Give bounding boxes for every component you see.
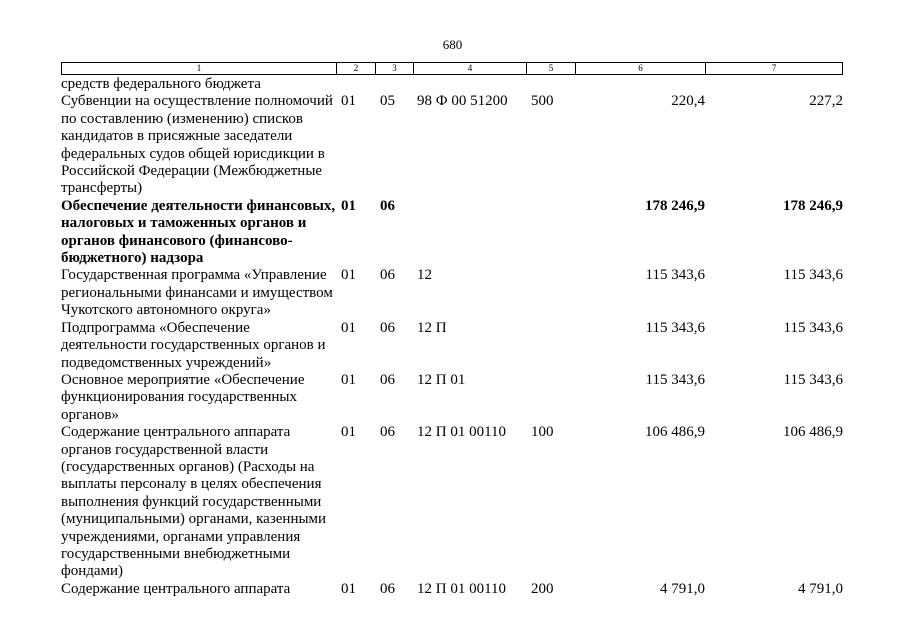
row-name: Подпрограмма «Обеспечение деятельности государственных органов и подведомственных учреждений» — [61, 319, 326, 371]
row-name: Содержание центрального аппарата органов государственной власти (государственных органов) (Расходы на выплаты персоналу в целях обеспечения выполнения функций государственными (муниципальными) органами, казенными учреждениями, органами управления государственными внебюджетными фондами) — [61, 424, 327, 580]
row-section: 01 — [341, 580, 356, 597]
row-expense-type: 100 — [531, 424, 554, 441]
row-subsection: 06 — [380, 197, 395, 214]
row-name: Основное мероприятие «Обеспечение функционирования государственных органов» — [61, 371, 305, 423]
row-section: 01 — [341, 319, 356, 336]
row-amount-1: 220,4 — [671, 93, 705, 110]
row-subsection: 06 — [380, 267, 395, 284]
page-number: 680 — [442, 37, 463, 52]
row-target-article: 12 П 01 00110 — [417, 424, 507, 441]
row-section: 01 — [341, 197, 356, 214]
row-section: 01 — [341, 267, 356, 284]
row-subsection: 06 — [380, 424, 395, 441]
header-col-2: 2 — [337, 63, 376, 74]
row-amount-2: 115 343,6 — [783, 267, 843, 284]
header-col-7: 7 — [771, 63, 777, 73]
header-col-5: 5 — [527, 63, 576, 74]
row-name: Субвенции на осуществление полномочий по составлению (изменению) списков кандидатов в присяжные заседатели федеральных судов общей юрисдикции в Российской Федерации (Межбюджетные трансферты) — [61, 93, 333, 197]
row-amount-2: 178 246,9 — [783, 197, 843, 214]
row-amount-1: 106 486,9 — [645, 424, 705, 441]
table-header — [61, 62, 843, 75]
row-section: 01 — [341, 371, 356, 388]
row-section: 01 — [341, 93, 356, 110]
header-col-1: 1 — [62, 63, 337, 74]
table-row — [61, 320, 843, 372]
row-amount-1: 178 246,9 — [645, 197, 705, 214]
header-col-3: 3 — [376, 63, 414, 74]
row-amount-1: 115 343,6 — [645, 371, 705, 388]
row-amount-2: 227,2 — [809, 93, 843, 110]
row-subsection: 06 — [380, 580, 395, 597]
table-row — [61, 93, 843, 197]
row-amount-2: 4 791,0 — [798, 580, 843, 597]
row-name: Содержание центрального аппарата — [61, 580, 291, 597]
table-body — [61, 76, 843, 598]
row-target-article: 12 П 01 — [417, 371, 466, 388]
row-name: Обеспечение деятельности финансовых, налоговых и таможенных органов и органов финансового (финансово-бюджетного) надзора — [61, 197, 336, 267]
row-name: средств федерального бюджета — [61, 76, 261, 92]
row-target-article: 12 — [417, 267, 432, 284]
table-row — [61, 372, 843, 424]
row-amount-2: 115 343,6 — [783, 319, 843, 336]
row-amount-1: 115 343,6 — [645, 267, 705, 284]
row-name: Государственная программа «Управление региональными финансами и имуществом Чукотского автономного округа» — [61, 267, 333, 319]
row-subsection: 05 — [380, 93, 395, 110]
header-col-6: 6 — [576, 63, 706, 74]
row-target-article: 12 П 01 00110 — [417, 580, 507, 597]
row-expense-type: 200 — [531, 580, 554, 597]
row-section: 01 — [341, 424, 356, 441]
table-row — [61, 198, 843, 268]
row-expense-type: 500 — [531, 93, 554, 110]
row-target-article: 98 Ф 00 51200 — [417, 93, 508, 110]
row-amount-2: 106 486,9 — [783, 424, 843, 441]
table-row — [61, 581, 843, 598]
table-row — [61, 76, 843, 93]
row-target-article: 12 П — [417, 319, 447, 336]
row-amount-1: 115 343,6 — [645, 319, 705, 336]
row-subsection: 06 — [380, 319, 395, 336]
table-row — [61, 424, 843, 581]
header-col-4: 4 — [414, 63, 527, 74]
table-row — [61, 267, 843, 319]
row-amount-1: 4 791,0 — [660, 580, 705, 597]
row-amount-2: 115 343,6 — [783, 371, 843, 388]
row-subsection: 06 — [380, 371, 395, 388]
